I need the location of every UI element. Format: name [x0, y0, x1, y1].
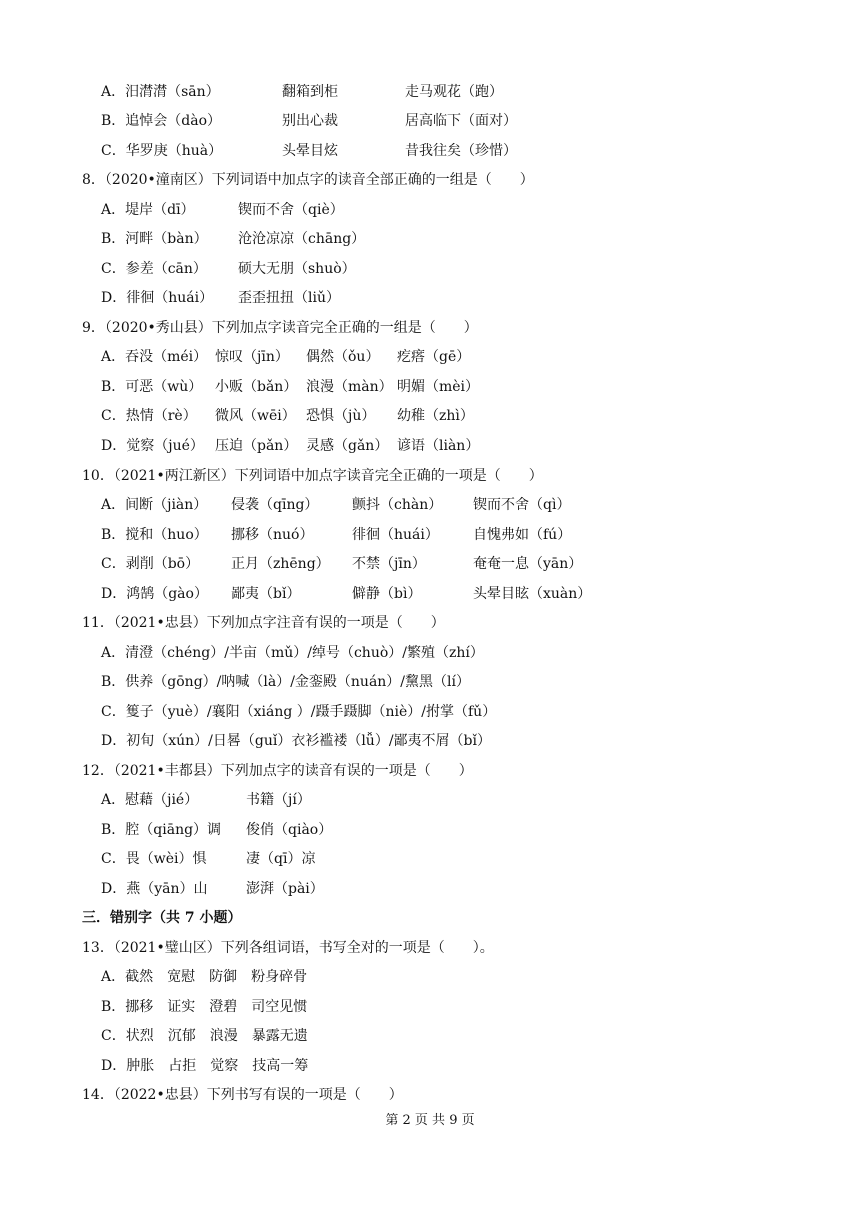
- option-text: 居高临下（面对）: [405, 113, 517, 129]
- option-text: 凄（qī）凉: [246, 851, 316, 867]
- option-text: 翻箱到柜: [282, 84, 338, 100]
- option-text: C．篗子（yuè）/襄阳（xiáng ）/蹑手蹑脚（niè）/拊掌（fǔ）: [101, 704, 497, 720]
- option-text: 谚语（liàn）: [397, 438, 480, 454]
- option-text: A．吞没（méi）: [101, 349, 208, 365]
- option-text: 别出心裁: [282, 113, 338, 129]
- option-text: 俊俏（qiào）: [246, 822, 333, 838]
- question-stem: 14．（2022•忠县）下列书写有误的一项是（ ）: [82, 1087, 403, 1103]
- option-text: 惊叹（jīn）: [215, 349, 289, 365]
- option-text: B．追悼会（dào）: [101, 113, 222, 129]
- option-text: 不禁（jīn）: [352, 556, 426, 572]
- option-text: 锲而不舍（qì）: [473, 497, 571, 513]
- option-text: 头晕目眩（xuàn）: [473, 586, 592, 602]
- option-text: D．初旬（xún）/日晷（guǐ）衣衫褴褛（lǚ）/鄙夷不屑（bǐ）: [101, 733, 491, 749]
- option-text: 沧沧凉凉（chāng）: [238, 231, 366, 247]
- question-stem: 13．（2021•璧山区）下列各组词语，书写全对的一项是（ ）。: [82, 940, 494, 956]
- option-text: B．供养（gōng）/呐喊（là）/金銮殿（nuán）/黧黑（lí）: [101, 674, 470, 690]
- option-text: D．觉察（jué）: [101, 438, 204, 454]
- option-text: 书籍（jí）: [246, 792, 311, 808]
- option-text: 偶然（ǒu）: [306, 349, 380, 365]
- option-text: C．华罗庚（huà）: [101, 143, 223, 159]
- option-text: D．徘徊（huái）: [101, 290, 214, 306]
- option-text: D．鸿鹄（gào）: [101, 586, 208, 602]
- option-text: A．堤岸（dī）: [101, 202, 195, 218]
- question-stem: 8．（2020•潼南区）下列词语中加点字的读音全部正确的一组是（ ）: [82, 172, 534, 188]
- question-stem: 10．（2021•两江新区）下列词语中加点字读音完全正确的一项是（ ）: [82, 468, 543, 484]
- option-text: B．腔（qiāng）调: [101, 822, 222, 838]
- question-stem: 9．（2020•秀山县）下列加点字读音完全正确的一组是（ ）: [82, 320, 478, 336]
- option-text: 小贩（bǎn）: [215, 379, 298, 395]
- option-text: 硕大无朋（shuò）: [238, 261, 356, 277]
- option-text: 僻静（bì）: [352, 586, 422, 602]
- section-title: 三．错别字（共 7 小题）: [82, 910, 242, 926]
- option-text: 锲而不舍（qiè）: [238, 202, 344, 218]
- option-text: 澎湃（pài）: [246, 881, 324, 897]
- option-text: 侵袭（qīng）: [231, 497, 319, 513]
- option-text: C．热情（rè）: [101, 408, 197, 424]
- option-text: 幼稚（zhì）: [397, 408, 474, 424]
- option-text: 微风（wēi）: [215, 408, 296, 424]
- option-text: 走马观花（跑）: [405, 84, 503, 100]
- option-text: 歪歪扭扭（liǔ）: [238, 290, 340, 306]
- option-text: A．汨潸潸（sān）: [101, 84, 220, 100]
- option-text: 疙瘩（gē）: [397, 349, 471, 365]
- option-text: 明媚（mèi）: [397, 379, 480, 395]
- option-text: 浪漫（màn）: [306, 379, 393, 395]
- option-text: C．参差（cān）: [101, 261, 207, 277]
- option-text: 灵感（gǎn）: [306, 438, 389, 454]
- option-text: A．清澄（chéng）/半亩（mǔ）/绰号（chuò）/繁殖（zhí）: [101, 645, 484, 661]
- option-text: 挪移（nuó）: [231, 527, 314, 543]
- option-text: C．状烈 沉郁 浪漫 暴露无遗: [101, 1028, 308, 1044]
- option-text: C．剥削（bō）: [101, 556, 200, 572]
- option-text: 颤抖（chàn）: [352, 497, 443, 513]
- option-text: C．畏（wèi）惧: [101, 851, 207, 867]
- question-stem: 12．（2021•丰都县）下列加点字的读音有误的一项是（ ）: [82, 763, 473, 779]
- option-text: B．河畔（bàn）: [101, 231, 208, 247]
- option-text: B．挪移 证实 澄碧 司空见惯: [101, 999, 308, 1015]
- option-text: 奄奄一息（yān）: [473, 556, 583, 572]
- option-text: A．截然 宽慰 防御 粉身碎骨: [101, 969, 308, 985]
- option-text: 正月（zhēng）: [231, 556, 330, 572]
- option-text: 自愧弗如（fú）: [473, 527, 572, 543]
- option-text: 昔我往矣（珍惜）: [405, 143, 517, 159]
- option-text: D．肿胀 占拒 觉察 技高一筹: [101, 1058, 309, 1074]
- option-text: 压迫（pǎn）: [215, 438, 298, 454]
- question-stem: 11．（2021•忠县）下列加点字注音有误的一项是（ ）: [82, 615, 445, 631]
- option-text: A．间断（jiàn）: [101, 497, 208, 513]
- page-footer: 第 2 页 共 9 页: [385, 1113, 475, 1128]
- option-text: 鄙夷（bǐ）: [231, 586, 301, 602]
- option-text: 恐惧（jù）: [306, 408, 376, 424]
- option-text: 徘徊（huái）: [352, 527, 439, 543]
- option-text: B．搅和（huo）: [101, 527, 208, 543]
- option-text: D．燕（yān）山: [101, 881, 208, 897]
- option-text: B．可恶（wù）: [101, 379, 203, 395]
- option-text: 头晕目炫: [282, 143, 338, 159]
- option-text: A．慰藉（jié）: [101, 792, 199, 808]
